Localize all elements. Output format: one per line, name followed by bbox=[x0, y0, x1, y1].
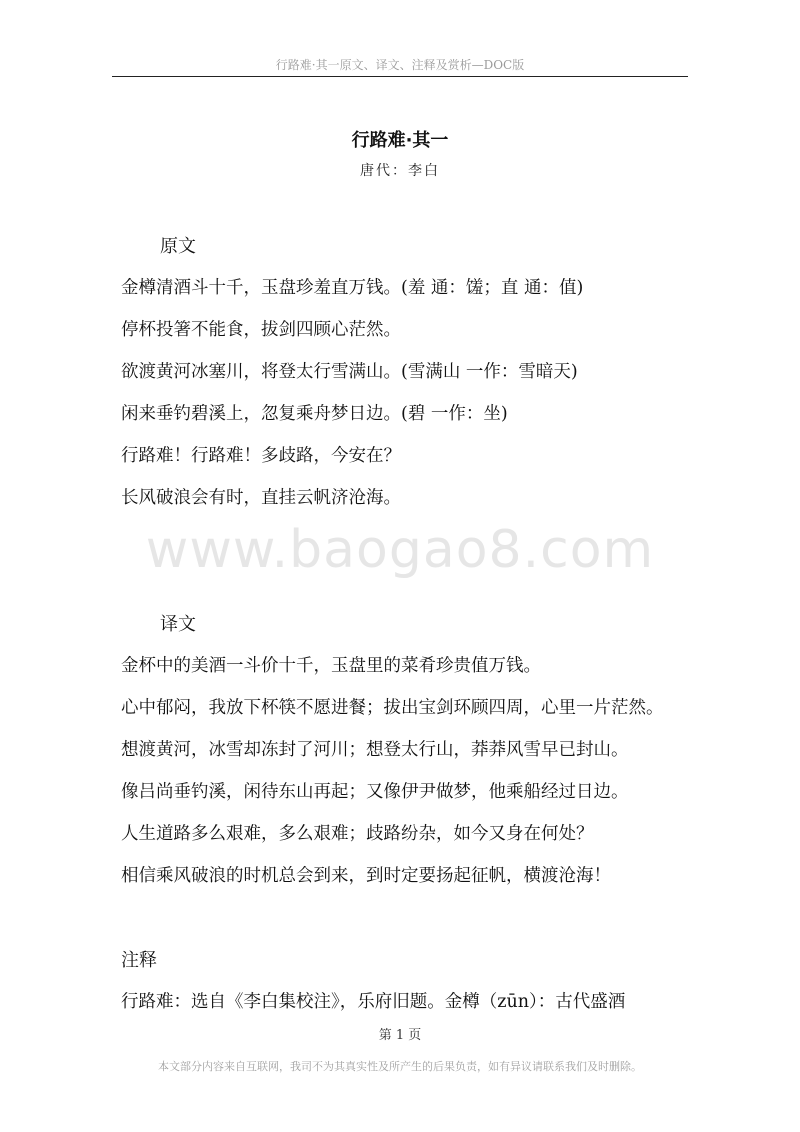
original-line: 行路难！行路难！多歧路，今安在？ bbox=[121, 446, 401, 466]
translation-line: 想渡黄河，冰雪却冻封了河川；想登太行山，莽莽风雪早已封山。 bbox=[121, 740, 629, 760]
original-line: 欲渡黄河冰塞川，将登太行雪满山。(雪满山 一作：雪暗天) bbox=[121, 362, 578, 382]
footer-disclaimer: 本文部分内容来自互联网，我司不为其真实性及所产生的后果负责，如有异议请联系我们及时删除。 bbox=[158, 1060, 642, 1073]
watermark: www.baogao8.com bbox=[145, 520, 655, 580]
original-heading: 原文 bbox=[160, 236, 196, 257]
poem-author: 唐代：李白 bbox=[360, 163, 440, 179]
poem-title: 行路难·其一 bbox=[351, 130, 449, 151]
header-divider bbox=[112, 76, 688, 77]
page-number: 第 1 页 bbox=[378, 1028, 422, 1043]
original-line: 长风破浪会有时，直挂云帆济沧海。 bbox=[121, 488, 401, 508]
translation-line: 金杯中的美酒一斗价十千，玉盘里的菜肴珍贵值万钱。 bbox=[121, 656, 541, 676]
translation-line: 心中郁闷，我放下杯筷不愿进餐；拔出宝剑环顾四周，心里一片茫然。 bbox=[121, 698, 664, 718]
translation-line: 相信乘风破浪的时机总会到来，到时定要扬起征帆，横渡沧海！ bbox=[121, 866, 611, 886]
page-header: 行路难·其一原文、译文、注释及赏析—DOC版 bbox=[275, 58, 525, 72]
translation-heading: 译文 bbox=[160, 614, 196, 635]
notes-heading: 注释 bbox=[121, 950, 157, 971]
notes-line: 行路难：选自《李白集校注》，乐府旧题。金樽（zūn）：古代盛酒 bbox=[121, 992, 626, 1012]
original-line: 金樽清酒斗十千，玉盘珍羞直万钱。(羞 通：馐；直 通：值) bbox=[121, 278, 584, 298]
translation-line: 人生道路多么艰难，多么艰难；歧路纷杂，如今又身在何处？ bbox=[121, 824, 594, 844]
original-line: 停杯投箸不能食，拔剑四顾心茫然。 bbox=[121, 320, 401, 340]
translation-line: 像吕尚垂钓溪，闲待东山再起；又像伊尹做梦，他乘船经过日边。 bbox=[121, 782, 629, 802]
original-line: 闲来垂钓碧溪上，忽复乘舟梦日边。(碧 一作：坐) bbox=[121, 404, 508, 424]
